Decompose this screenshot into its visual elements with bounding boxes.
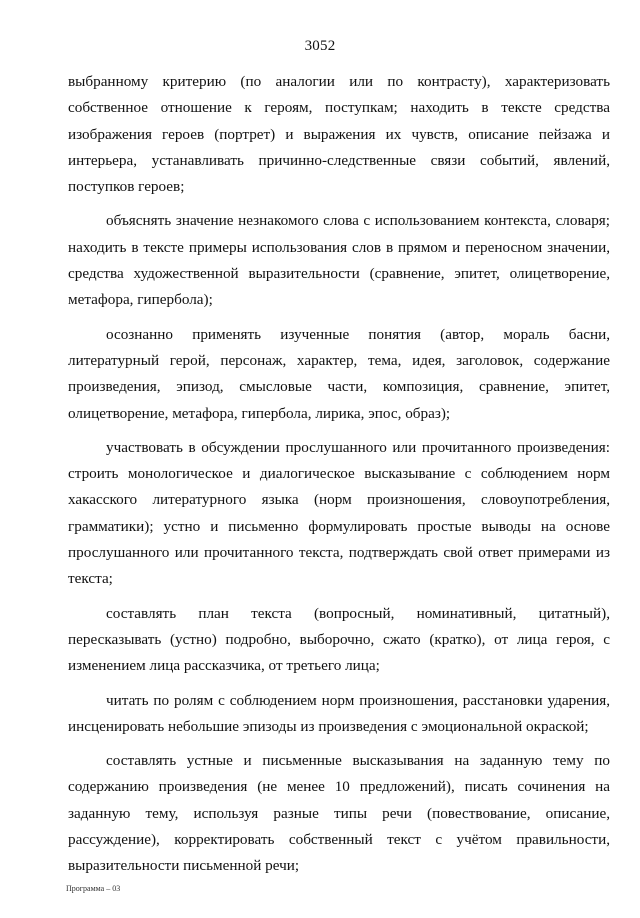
paragraph: составлять план текста (вопросный, номинативный, цитатный), пересказывать (устно) подробно, выборочно, сжато (кратко), от лица героя, с изменением лица рассказчика, от третьего лица; xyxy=(68,604,610,675)
paragraph: объяснять значение незнакомого слова с использованием контекста, словаря; находить в тексте примеры использования слов в прямом и переносном значении, средства художественной выразительности (сравнение, эпитет, олицетворение, метафора, гипербола); xyxy=(68,212,610,309)
paragraph: составлять устные и письменные высказывания на заданную тему по содержанию произведения (не менее 10 предложений), писать сочинения на заданную тему, используя разные типы речи (повествование, описание, рассуждение), корректировать собственный текст с учётом правильности, выразительности письменной речи; xyxy=(68,752,610,875)
page-number: 3052 xyxy=(304,38,336,54)
paragraph: выбранному критерию (по аналогии или по контрасту), характеризовать собственное отношение к героям, поступкам; находить в тексте средства изображения героев (портрет) и выражения их чувств, описание пейзажа и интерьера, устанавливать причинно-следственные связи событий, явлений, поступков героев; xyxy=(68,73,610,196)
paragraph: осознанно применять изученные понятия (автор, мораль басни, литературный герой, персонаж, характер, тема, идея, заголовок, содержание произведения, эпизод, смысловые части, композиция, сравнение, эпитет, олицетворение, метафора, гипербола, лирика, эпос, образ); xyxy=(68,325,610,422)
footer-label: Программа – 03 xyxy=(66,884,121,893)
body-text xyxy=(68,69,610,888)
paragraph: участвовать в обсуждении прослушанного или прочитанного произведения: строить монологическое и диалогическое высказывание с соблюдением норм хакасского литературного языка (норм произношения, словоупотребления, грамматики); устно и письменно формулировать простые выводы на основе прослушанного или прочитанного текста, подтверждать свой ответ примерами из текста; xyxy=(68,438,610,588)
paragraph: читать по ролям с соблюдением норм произношения, расстановки ударения, инсценировать небольшие эпизоды из произведения с эмоциональной окраской; xyxy=(68,691,610,735)
